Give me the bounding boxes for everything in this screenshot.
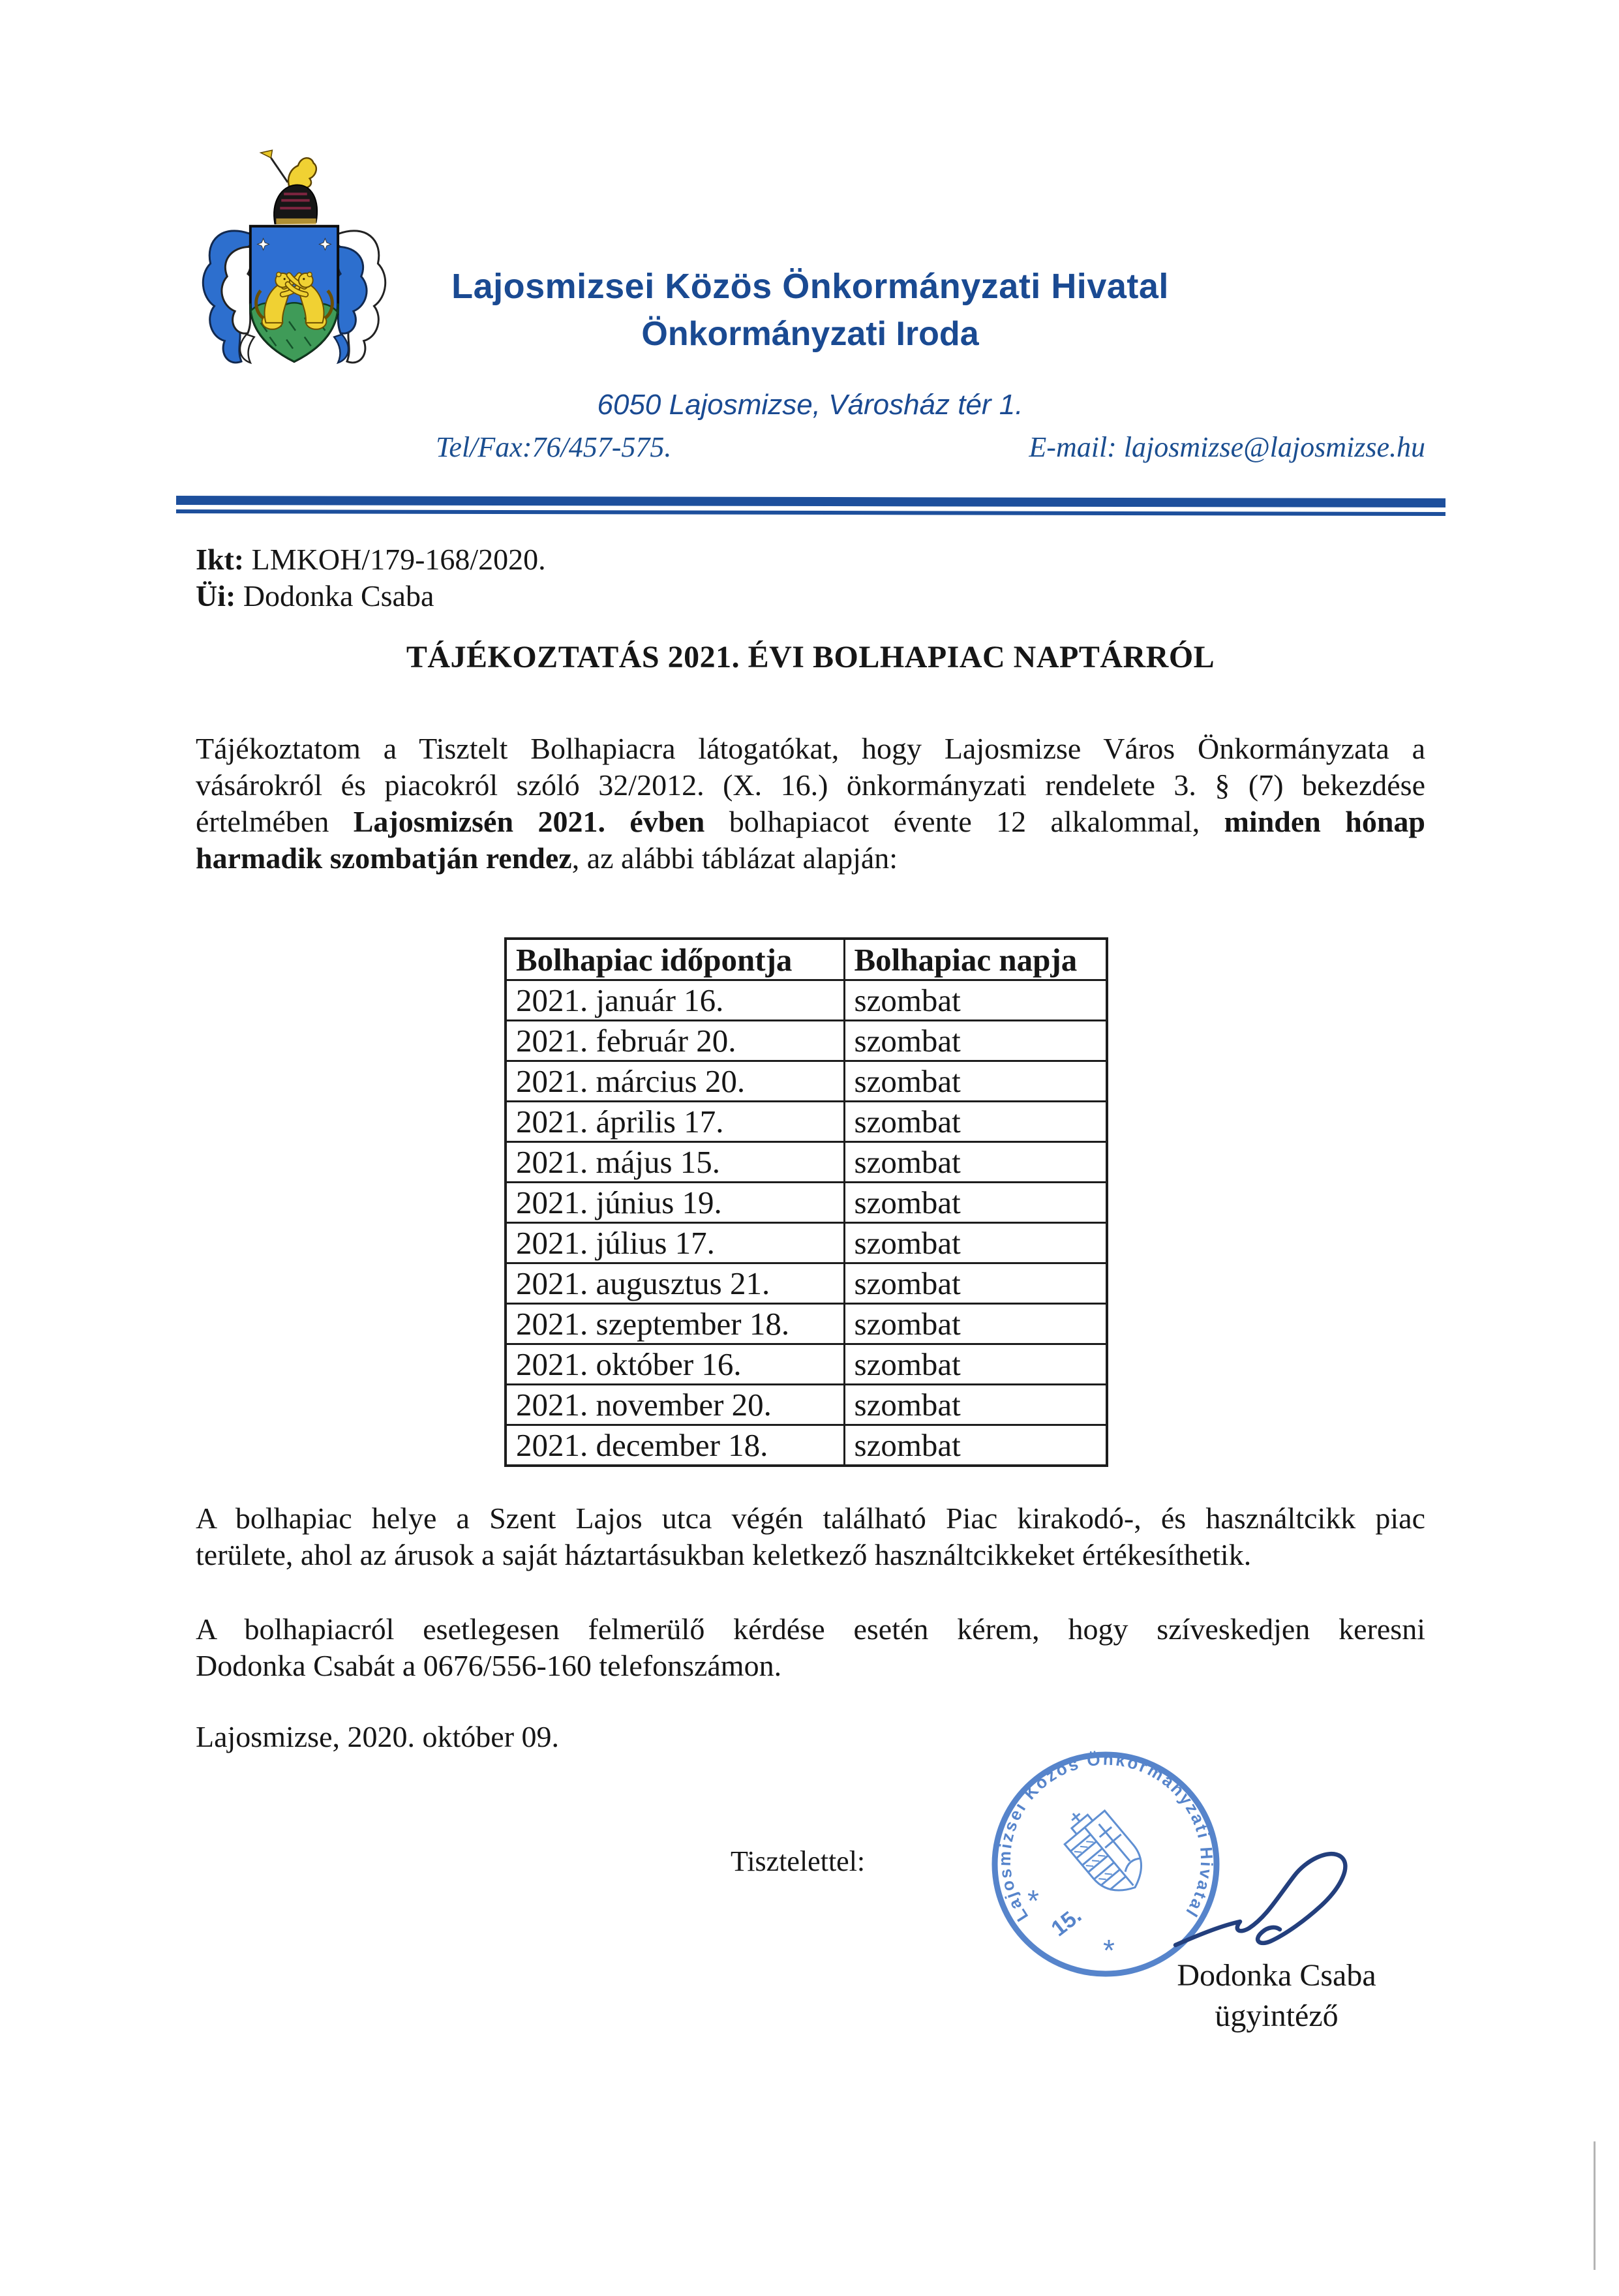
table-row [506, 1385, 1107, 1425]
ikt-label: Ikt: [196, 543, 245, 576]
cell-date: 2021. december 18. [506, 1425, 844, 1466]
signer-block [1107, 1956, 1446, 2036]
header-date: Bolhapiac időpontja [506, 939, 844, 980]
cell-date: 2021. május 15. [506, 1142, 844, 1183]
ikt-value: LMKOH/179-168/2020. [244, 543, 546, 576]
cell-day: szombat [844, 1263, 1107, 1304]
ui-label: Üi: [196, 579, 236, 612]
stamp-asterisk-icon: * [1103, 1933, 1115, 1967]
table-body [506, 980, 1107, 1466]
cell-day: szombat [844, 1223, 1107, 1263]
cell-date: 2021. augusztus 21. [506, 1263, 844, 1304]
table-row [506, 1304, 1107, 1344]
reference-block [196, 541, 546, 614]
ikt-line [196, 541, 546, 578]
org-address: 6050 Lajosmizse, Városház tér 1. [597, 389, 1023, 421]
text-segment: A bolhapiacról esetlegesen felmerülő kérdése esetén kérem, hogy szíveskedjen keresni [196, 1612, 1425, 1646]
paragraph-line [196, 1611, 1425, 1648]
text-segment: A bolhapiac helye a Szent Lajos utca végén található Piac kirakodó-, és használtcikk piac [196, 1502, 1425, 1535]
paragraph-contact [196, 1611, 1425, 1684]
signer-role: ügyintéző [1215, 1999, 1339, 2033]
scan-artifact-line [1594, 2141, 1596, 2270]
text-segment: Dodonka Csabát a 0676/556-160 telefonszámon. [196, 1649, 782, 1682]
text-segment: vásárokról és piacokról szóló 32/2012. (X. 16.) önkormányzati rendelete 3. § (7) bekezdése [196, 768, 1425, 802]
paragraph-intro [196, 731, 1425, 877]
paragraph-location [196, 1500, 1425, 1573]
org-name: Lajosmizsei Közös Önkormányzati Hivatal [451, 267, 1169, 306]
cell-date: 2021. január 16. [506, 980, 844, 1021]
header-divider [176, 496, 1445, 516]
cell-day: szombat [844, 1183, 1107, 1223]
cell-date: 2021. március 20. [506, 1061, 844, 1102]
table-header-row [506, 939, 1107, 980]
cell-date: 2021. április 17. [506, 1102, 844, 1142]
email-line: E-mail: lajosmizse@lajosmizse.hu [1029, 431, 1425, 463]
cell-date: 2021. szeptember 18. [506, 1304, 844, 1344]
text-segment: Tájékoztatom a Tisztelt Bolhapiacra látogatókat, hogy Lajosmizse Város Önkormányzata a [196, 732, 1425, 765]
text-segment: értelmében [196, 805, 354, 838]
crest-pennant-icon [261, 150, 273, 158]
bold-text-segment: Lajosmizsén 2021. évben [353, 805, 705, 838]
stamp-asterisk-icon: * [1027, 1884, 1039, 1918]
table-row [506, 1263, 1107, 1304]
cell-date: 2021. november 20. [506, 1385, 844, 1425]
stamp-emblem-icon [1053, 1797, 1155, 1905]
table-row [506, 1183, 1107, 1223]
table-row [506, 980, 1107, 1021]
dateline: Lajosmizse, 2020. október 09. [196, 1720, 560, 1753]
org-unit: Önkormányzati Iroda [641, 315, 979, 353]
header-day: Bolhapiac napja [844, 939, 1107, 980]
ui-value: Dodonka Csaba [235, 579, 434, 612]
cell-day: szombat [844, 1142, 1107, 1183]
signature-icon [1166, 1838, 1385, 1969]
paragraph-line [196, 840, 1425, 877]
bold-text-segment: harmadik szombatján rendez [196, 841, 572, 875]
cell-day: szombat [844, 1344, 1107, 1385]
crest-lion-icon [288, 158, 316, 188]
table-row [506, 1344, 1107, 1385]
paragraph-line [196, 1648, 1425, 1684]
bold-text-segment: minden hónap [1224, 805, 1426, 838]
table-row [506, 1425, 1107, 1466]
cell-day: szombat [844, 1385, 1107, 1425]
mantling-left-icon [203, 231, 254, 363]
telfax-line: Tel/Fax:76/457-575. [436, 431, 672, 463]
cell-date: 2021. június 19. [506, 1183, 844, 1223]
text-segment: , az alábbi táblázat alapján: [571, 841, 898, 875]
crest-sabre-icon [271, 158, 288, 183]
helmet-icon [274, 185, 317, 224]
cell-day: szombat [844, 980, 1107, 1021]
ui-line [196, 578, 546, 614]
table-row [506, 1021, 1107, 1061]
text-segment: bolhapiacot évente 12 alkalommal, [704, 805, 1224, 838]
table-row [506, 1223, 1107, 1263]
paragraph-line [196, 804, 1425, 840]
cell-date: 2021. február 20. [506, 1021, 844, 1061]
cell-day: szombat [844, 1304, 1107, 1344]
cell-day: szombat [844, 1102, 1107, 1142]
stamp-number: 15. [1046, 1903, 1087, 1942]
cell-day: szombat [844, 1021, 1107, 1061]
paragraph-line [196, 767, 1425, 804]
paragraph-line [196, 731, 1425, 767]
salutation: Tisztelettel: [731, 1845, 866, 1877]
cell-date: 2021. október 16. [506, 1344, 844, 1385]
table-row [506, 1142, 1107, 1183]
table-row [506, 1102, 1107, 1142]
paragraph-line [196, 1500, 1425, 1537]
flea-market-table [504, 937, 1108, 1467]
cell-day: szombat [844, 1061, 1107, 1102]
paragraph-line [196, 1537, 1425, 1573]
document-title: TÁJÉKOZTATÁS 2021. ÉVI BOLHAPIAC NAPTÁRRÓL [406, 640, 1215, 674]
cell-day: szombat [844, 1425, 1107, 1466]
text-segment: területe, ahol az árusok a saját háztartásukban keletkező használtcikkeket értékesíthetik. [196, 1538, 1252, 1571]
cell-date: 2021. július 17. [506, 1223, 844, 1263]
stamp-ring-text: Lajosmizsei Közös Önkormányzati Hivatal [994, 1749, 1217, 1926]
table-row [506, 1061, 1107, 1102]
signer-name: Dodonka Csaba [1177, 1958, 1376, 1993]
